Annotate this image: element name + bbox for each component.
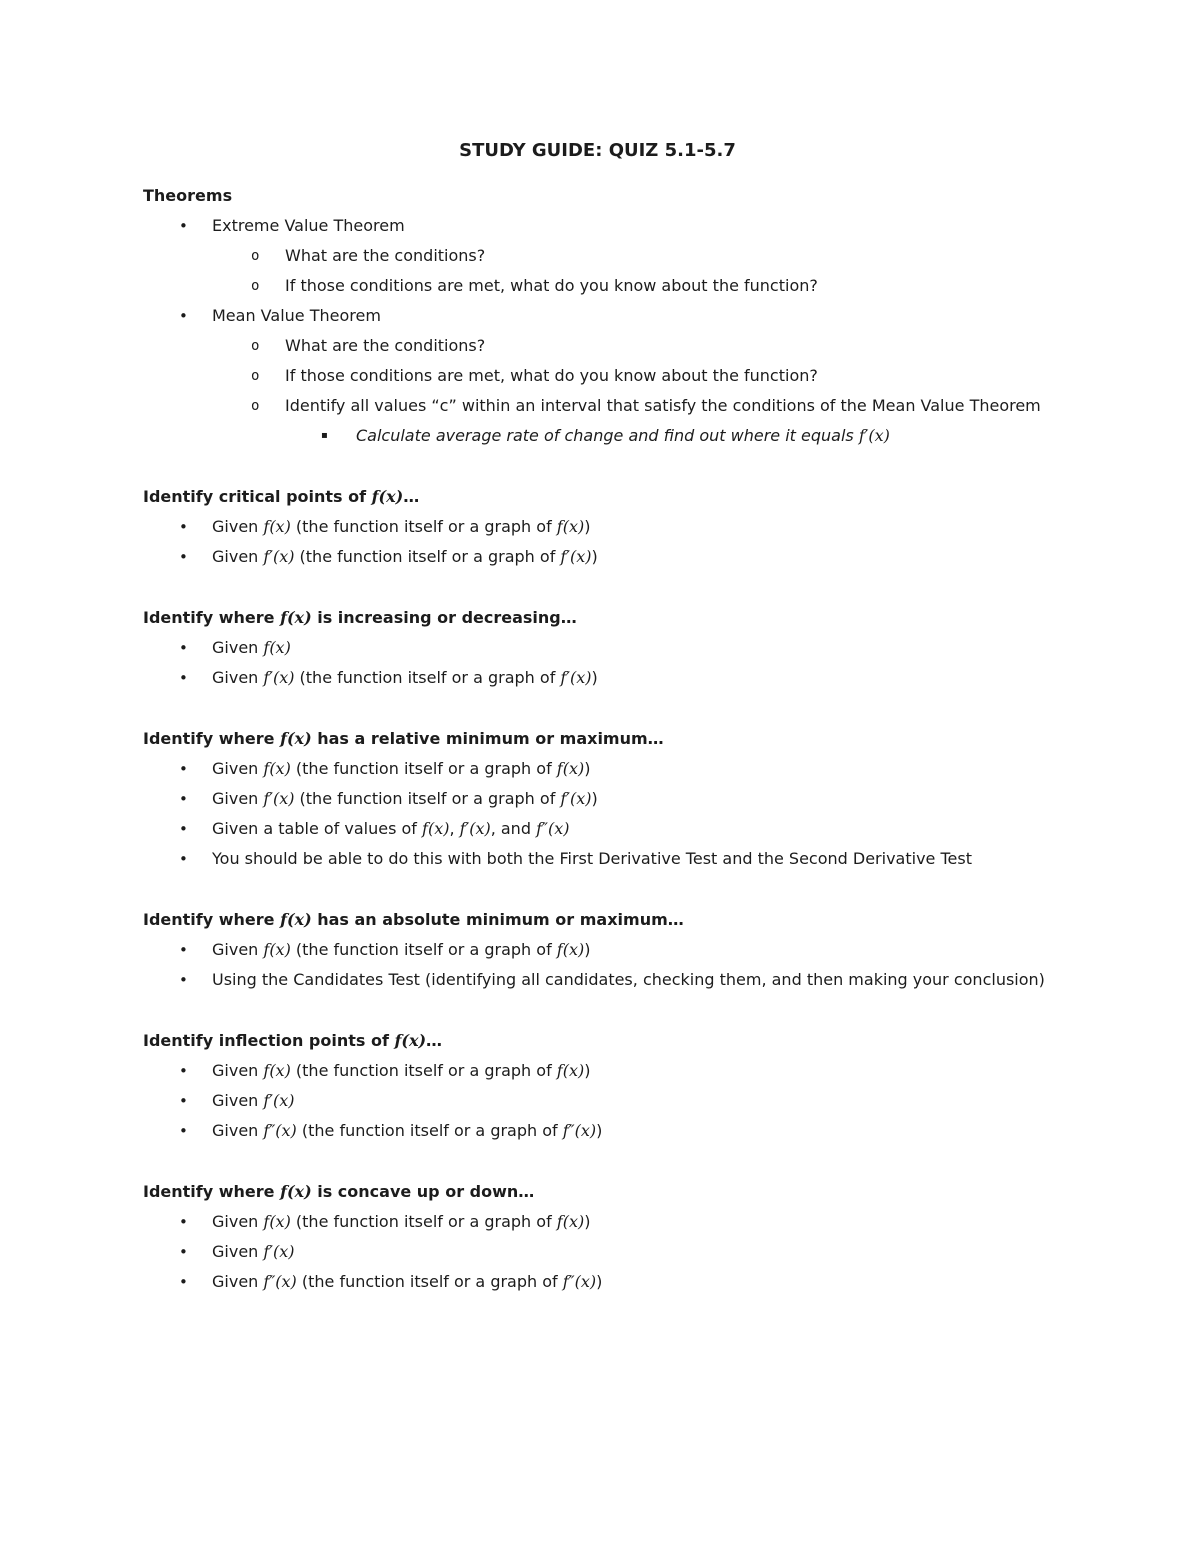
math-fx: f′(x)	[459, 819, 491, 838]
bullet-glyph: •	[179, 1122, 188, 1140]
bullet-glyph: •	[179, 1092, 188, 1110]
bullet-item	[143, 331, 1052, 361]
item-text: Calculate average rate of change and find out where it equals f′(x)	[356, 426, 890, 445]
math-fx: f′(x)	[263, 789, 295, 808]
math-fx: f′(x)	[263, 1091, 295, 1110]
math-fx: f″(x)	[562, 1121, 597, 1140]
bullet-item	[143, 301, 1052, 331]
section-heading: Identify where f(x) has a relative minimum or maximum…	[143, 729, 664, 748]
bullet-item	[143, 1056, 1052, 1086]
bullet-item	[143, 421, 1052, 451]
item-text: Given f′(x) (the function itself or a graph of f′(x))	[212, 547, 598, 566]
bullet-item	[143, 814, 1052, 844]
item-text: Given f(x) (the function itself or a graph of f(x))	[212, 759, 591, 778]
bullet-glyph: •	[179, 518, 188, 536]
item-text: Mean Value Theorem	[212, 306, 381, 325]
section-heading: Identify critical points of f(x)…	[143, 487, 420, 506]
item-text: Given f′(x)	[212, 1242, 295, 1261]
item-text: You should be able to do this with both the First Derivative Test and the Second Derivative Test	[212, 849, 972, 868]
item-text: Given f(x) (the function itself or a graph of f(x))	[212, 1212, 591, 1231]
bullet-item	[143, 512, 1052, 542]
bullet-item	[143, 784, 1052, 814]
bullet-item	[143, 271, 1052, 301]
math-fx: f″(x)	[263, 1272, 297, 1291]
bullet-glyph: o	[251, 278, 260, 294]
item-text: Given f(x) (the function itself or a graph of f(x))	[212, 517, 591, 536]
bullet-glyph: o	[251, 398, 260, 414]
bullet-glyph: •	[179, 1243, 188, 1261]
bullet-glyph: •	[179, 820, 188, 838]
section-heading: Identify where f(x) is increasing or decreasing…	[143, 608, 577, 627]
item-text: Given f(x)	[212, 638, 291, 657]
bullet-item	[143, 1116, 1052, 1146]
section	[143, 181, 1052, 451]
bullet-item	[143, 542, 1052, 572]
item-text: What are the conditions?	[285, 336, 486, 355]
item-text: Given f′(x) (the function itself or a graph of f′(x))	[212, 789, 598, 808]
math-fx: f(x)	[280, 1182, 312, 1201]
item-text: Given f″(x) (the function itself or a graph of f″(x))	[212, 1272, 603, 1291]
math-fx: f(x)	[556, 759, 585, 778]
bullet-glyph: o	[251, 248, 260, 264]
math-fx: f′(x)	[858, 426, 890, 445]
math-fx: f(x)	[280, 729, 312, 748]
math-fx: f(x)	[263, 940, 291, 959]
bullet-glyph: ▪	[321, 430, 328, 441]
bullet-glyph: o	[251, 368, 260, 384]
bullet-item	[143, 844, 1052, 874]
item-text: Identify all values “c” within an interval that satisfy the conditions of the Mean Value Theorem	[285, 396, 1041, 415]
section	[143, 1026, 1052, 1146]
section	[143, 603, 1052, 693]
bullet-item	[143, 361, 1052, 391]
section-heading: Identify inflection points of f(x)…	[143, 1031, 443, 1050]
bullet-item	[143, 1267, 1052, 1297]
bullet-glyph: •	[179, 1062, 188, 1080]
bullet-item	[143, 1086, 1052, 1116]
bullet-glyph: •	[179, 1213, 188, 1231]
bullet-glyph: o	[251, 338, 260, 354]
bullet-glyph: •	[179, 790, 188, 808]
math-fx: f″(x)	[263, 1121, 297, 1140]
math-fx: f(x)	[422, 819, 450, 838]
math-fx: f(x)	[263, 759, 291, 778]
document-body	[143, 181, 1052, 1297]
bullet-item	[143, 211, 1052, 241]
bullet-glyph: •	[179, 941, 188, 959]
bullet-glyph: •	[179, 760, 188, 778]
bullet-item	[143, 935, 1052, 965]
math-fx: f(x)	[556, 1061, 585, 1080]
bullet-glyph: •	[179, 307, 188, 325]
math-fx: f′(x)	[560, 789, 592, 808]
math-fx: f″(x)	[536, 819, 570, 838]
math-fx: f′(x)	[560, 668, 592, 687]
math-fx: f(x)	[556, 940, 585, 959]
math-fx: f(x)	[263, 1212, 291, 1231]
section	[143, 482, 1052, 572]
math-fx: f(x)	[280, 910, 312, 929]
item-text: Given a table of values of f(x), f′(x), and f″(x)	[212, 819, 570, 838]
item-text: Extreme Value Theorem	[212, 216, 405, 235]
document-title: STUDY GUIDE: QUIZ 5.1-5.7	[459, 140, 736, 161]
bullet-item	[143, 1207, 1052, 1237]
section	[143, 1177, 1052, 1297]
bullet-glyph: •	[179, 850, 188, 868]
math-fx: f(x)	[280, 608, 312, 627]
math-fx: f(x)	[263, 638, 291, 657]
item-text: If those conditions are met, what do you know about the function?	[285, 276, 818, 295]
item-text: Using the Candidates Test (identifying all candidates, checking them, and then making your conclusion)	[212, 970, 1045, 989]
bullet-item	[143, 241, 1052, 271]
section-heading: Identify where f(x) is concave up or down…	[143, 1182, 535, 1201]
item-text: Given f′(x)	[212, 1091, 295, 1110]
bullet-glyph: •	[179, 548, 188, 566]
bullet-glyph: •	[179, 217, 188, 235]
math-fx: f′(x)	[560, 547, 592, 566]
bullet-item	[143, 965, 1052, 995]
math-fx: f″(x)	[562, 1272, 597, 1291]
bullet-glyph: •	[179, 1273, 188, 1291]
math-fx: f(x)	[556, 517, 585, 536]
bullet-item	[143, 633, 1052, 663]
item-text: Given f″(x) (the function itself or a graph of f″(x))	[212, 1121, 603, 1140]
math-fx: f′(x)	[263, 547, 295, 566]
bullet-glyph: •	[179, 971, 188, 989]
item-text: What are the conditions?	[285, 246, 486, 265]
bullet-item	[143, 663, 1052, 693]
item-text: Given f(x) (the function itself or a graph of f(x))	[212, 940, 591, 959]
math-fx: f′(x)	[263, 1242, 295, 1261]
bullet-item	[143, 391, 1052, 421]
bullet-glyph: •	[179, 669, 188, 687]
math-fx: f′(x)	[263, 668, 295, 687]
math-fx: f(x)	[556, 1212, 585, 1231]
item-text: If those conditions are met, what do you know about the function?	[285, 366, 818, 385]
math-fx: f(x)	[263, 517, 291, 536]
section-heading: Theorems	[143, 186, 233, 205]
item-text: Given f′(x) (the function itself or a graph of f′(x))	[212, 668, 598, 687]
section	[143, 905, 1052, 995]
bullet-item	[143, 754, 1052, 784]
bullet-item	[143, 1237, 1052, 1267]
math-fx: f(x)	[263, 1061, 291, 1080]
item-text: Given f(x) (the function itself or a graph of f(x))	[212, 1061, 591, 1080]
math-fx: f(x)	[394, 1031, 427, 1050]
math-fx: f(x)	[371, 487, 404, 506]
section	[143, 724, 1052, 874]
bullet-glyph: •	[179, 639, 188, 657]
section-heading: Identify where f(x) has an absolute minimum or maximum…	[143, 910, 684, 929]
